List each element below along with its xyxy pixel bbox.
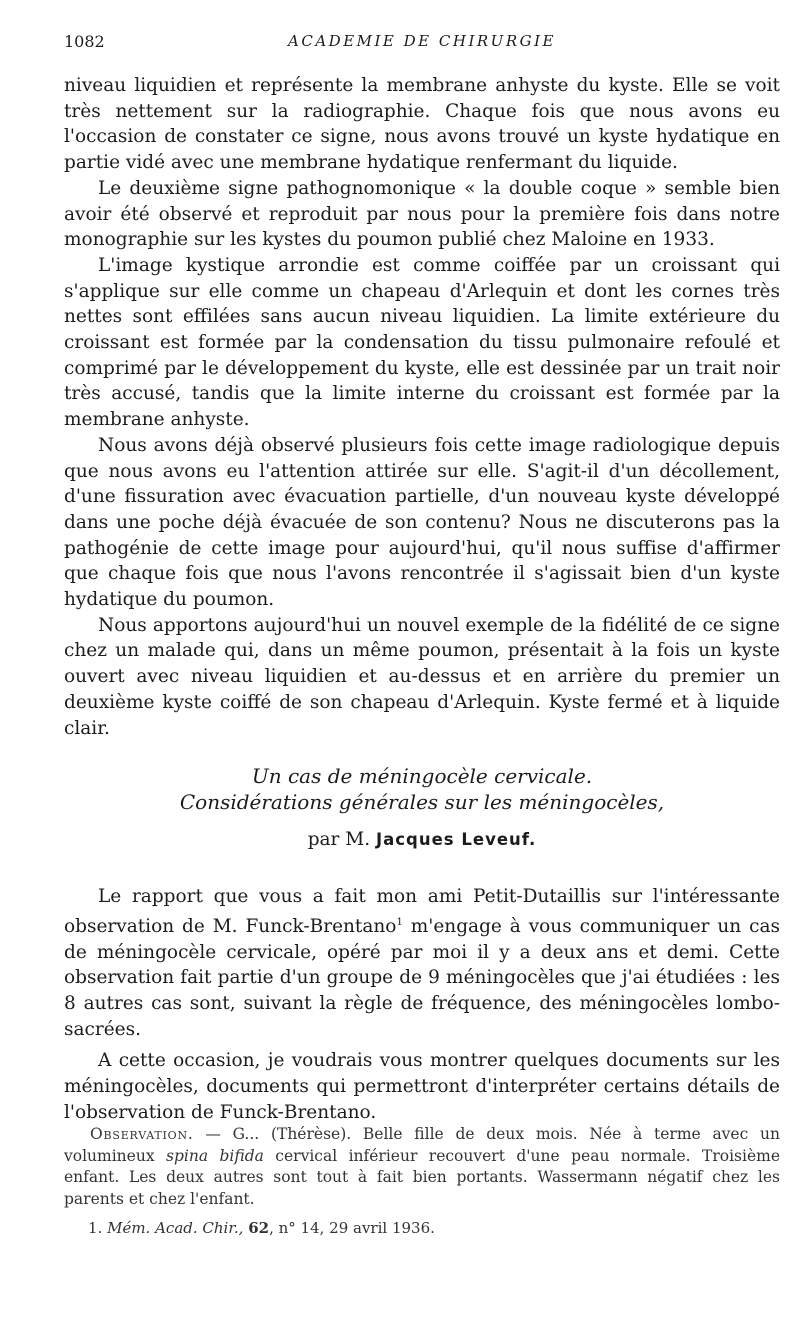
author-name: Jacques Leveuf. xyxy=(376,830,537,849)
footnote-rest: , n° 14, 29 avril 1936. xyxy=(269,1219,435,1237)
article-body xyxy=(64,884,780,1125)
footnote-journal: Mém. Acad. Chir., xyxy=(107,1219,244,1237)
observation-text: cervical inférieur recouvert d'une peau normale. Troisième enfant. Les deux autres sont tout à fait bien portants. Wassermann négatif chez les parents et chez l'enfant. xyxy=(64,1146,780,1208)
paragraph xyxy=(64,884,780,1042)
observation-label: Observation. xyxy=(90,1125,194,1143)
observation-text: — G... (Thérèse). Belle fille de deux mois. Née à terme avec un volumineux xyxy=(64,1125,780,1165)
observation-paragraph xyxy=(64,1124,780,1210)
page-number: 1082 xyxy=(64,32,105,51)
paragraph: niveau liquidien et représente la membrane anhyste du kyste. Elle se voit très nettement sur la radiographie. Chaque fois que nous avons eu l'occasion de constater ce signe, nous avons trouvé un kyste hydatique en partie vidé avec une membrane hydatique renfermant du liquide. xyxy=(64,75,780,174)
observation-note xyxy=(64,1124,780,1210)
observation-term: spina bifida xyxy=(166,1146,264,1165)
previous-article-body xyxy=(64,73,780,741)
footnote-reference: 1 xyxy=(396,916,403,928)
paragraph-text: m'engage à vous communiquer un cas de méningocèle cervicale, opéré par moi il y a deux ans et demi. Cette observation fait partie d'un groupe de 9 méningocèles que j'ai étudiées : les 8 autres cas sont, suivant la règle de fréquence, des méningocèles lombo-sacrées. xyxy=(64,915,781,1040)
article-title xyxy=(64,763,780,815)
running-title: ACADEMIE DE CHIRURGIE xyxy=(288,32,556,50)
article-byline xyxy=(64,829,780,850)
paragraph: Le deuxième signe pathognomonique « la double coque » semble bien avoir été observé et reproduit par nous pour la première fois dans notre monographie sur les kystes du poumon publié chez Maloine en 1933. xyxy=(64,177,780,251)
paragraph: A cette occasion, je voudrais vous montrer quelques documents sur les méningocèles, documents qui permettront d'interpréter certains détails de l'observation de Funck-Brentano. xyxy=(64,1050,780,1123)
footnote-number: 1. xyxy=(88,1219,103,1237)
paragraph: L'image kystique arrondie est comme coiffée par un croissant qui s'applique sur elle comme un chapeau d'Arlequin et dont les cornes très nettes sont effilées sans aucun niveau liquidien. La limite extérieure du croissant est formée par la condensation du tissu pulmonaire refoulé et comprimé par le développement du kyste, elle est dessinée par un trait noir très accusé, tandis que la limite interne du croissant est formée par la membrane anhyste. xyxy=(64,254,780,431)
paragraph: Nous avons déjà observé plusieurs fois cette image radiologique depuis que nous avons eu l'attention attirée sur elle. S'agit-il d'un décollement, d'une fissuration avec évacuation partielle, d'un nouveau kyste développé dans une poche déjà évacuée de son contenu? Nous ne discuterons pas la pathogénie de cette image pour aujourd'hui, qu'il nous suffise d'affirmer que chaque fois que nous l'avons rencontrée il s'agissait bien d'un kyste hydatique du poumon. xyxy=(64,434,780,611)
article-title-line: Considérations générales sur les méningocèles, xyxy=(179,790,665,814)
footnote xyxy=(88,1219,780,1237)
byline-prefix: par M. xyxy=(307,829,371,850)
paragraph-text: Le rapport que vous a fait mon ami Petit-Dutaillis sur l'intéressante observation de M. Funck-Brentano xyxy=(64,886,780,937)
page-header xyxy=(64,32,780,54)
footnote-volume: 62 xyxy=(248,1219,270,1237)
article-title-line: Un cas de méningocèle cervicale. xyxy=(251,764,593,788)
paragraph: Nous apportons aujourd'hui un nouvel exemple de la fidélité de ce signe chez un malade qui, dans un même poumon, présentait à la fois un kyste ouvert avec niveau liquidien et au-dessus et en arrière du premier un deuxième kyste coiffé de son chapeau d'Arlequin. Kyste fermé et à liquide clair. xyxy=(64,614,780,739)
